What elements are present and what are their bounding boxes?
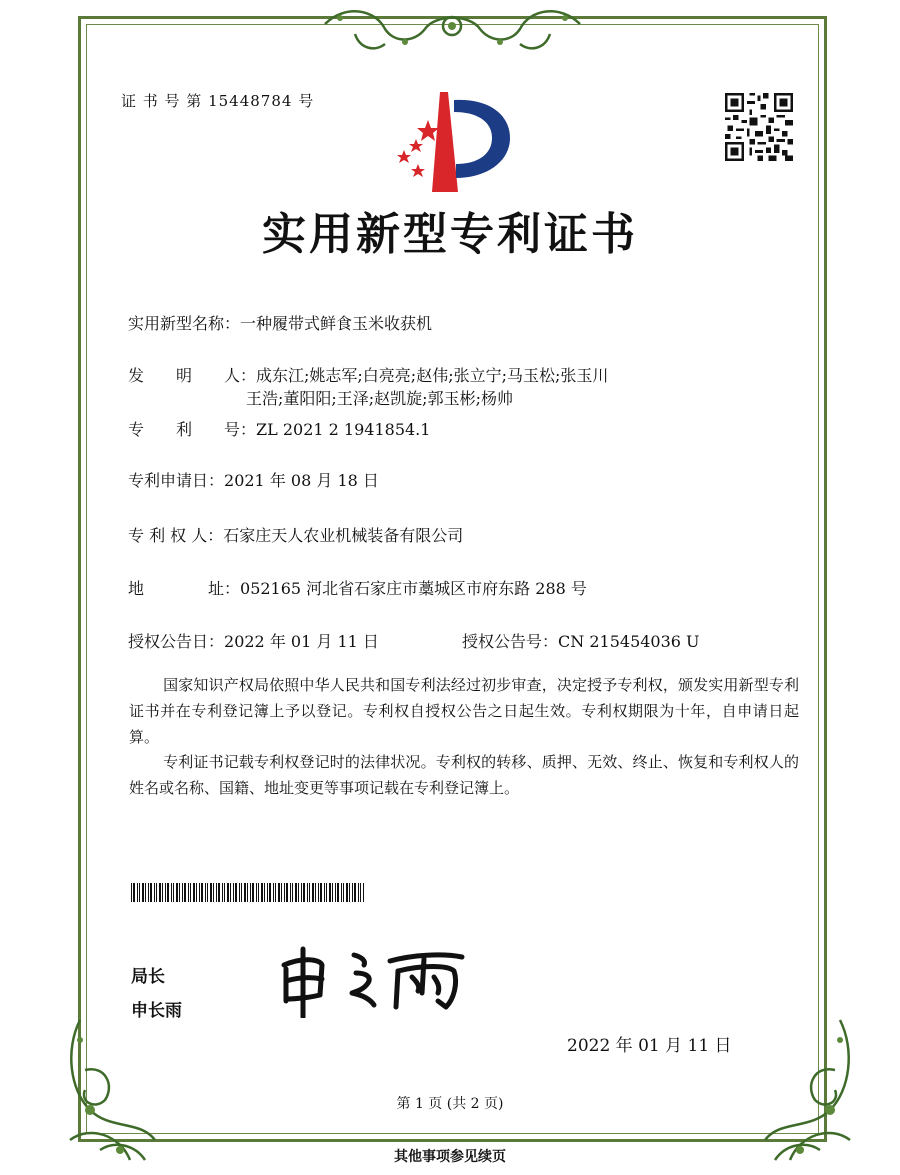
barcode-bar (207, 883, 208, 902)
signatory-title: 局长 (131, 967, 165, 987)
field-label: 地 址： (128, 579, 241, 598)
barcode-bar (167, 883, 169, 902)
barcode-bar (301, 883, 302, 902)
barcode-bar (343, 883, 344, 902)
barcode-bar (298, 883, 299, 902)
barcode-bar (188, 883, 189, 902)
field-label: 专 利 号： (128, 420, 257, 439)
field-grant-date (128, 631, 379, 653)
field-label: 授权公告号： (462, 632, 559, 651)
barcode-bar (139, 883, 140, 902)
barcode-bar (303, 883, 305, 902)
barcode-bar (258, 883, 259, 902)
barcode-bar (290, 883, 291, 902)
barcode-bar (154, 883, 155, 902)
barcode-bar (176, 883, 178, 902)
paragraph-text: 专利证书记载专利权登记时的法律状况。专利权的转移、质押、无效、终止、恢复和专利权人的姓名或名称、国籍、地址变更等事项记载在专利登记簿上。 (129, 753, 799, 797)
barcode-bar (354, 883, 356, 902)
barcode-bar (165, 883, 166, 902)
inventors-line-2: 王浩;董阳阳;王泽;赵凯旋;郭玉彬;杨帅 (246, 389, 513, 408)
field-patentee (128, 525, 463, 547)
barcode-bar (162, 883, 163, 902)
barcode-bar (247, 883, 248, 902)
barcode-bar (190, 883, 191, 902)
barcode-bar (352, 883, 353, 902)
barcode-bar (145, 883, 146, 902)
barcode-bar (222, 883, 223, 902)
barcode-bar (363, 883, 364, 902)
field-patent-number (128, 419, 430, 441)
barcode-bar (235, 883, 237, 902)
field-address (128, 578, 587, 600)
barcode-bar (148, 883, 149, 902)
barcode-bar (267, 883, 268, 902)
statement-paragraph-2 (129, 749, 799, 801)
field-value: 052165 河北省石家庄市藁城区市府东路 288 号 (240, 579, 587, 598)
barcode-bar (233, 883, 234, 902)
barcode-bar (256, 883, 257, 902)
barcode-bar (275, 883, 276, 902)
barcode-bar (358, 883, 359, 902)
barcode-bar (335, 883, 336, 902)
barcode-bar (196, 883, 197, 902)
barcode-bar (292, 883, 293, 902)
barcode-bar (329, 883, 331, 902)
field-value: 石家庄天人农业机械装备有限公司 (223, 526, 464, 545)
page-indicator: 第 1 页 (共 2 页) (396, 1096, 504, 1112)
field-value: CN 215454036 U (558, 632, 700, 651)
barcode-bar (244, 883, 246, 902)
field-value: 一种履带式鲜食玉米收获机 (240, 314, 433, 333)
barcode-bar (201, 883, 203, 902)
barcode-bar (150, 883, 152, 902)
field-label: 专利申请日： (128, 471, 225, 490)
barcode-bar (320, 883, 322, 902)
certificate-number: 证 书 号 第 15448784 号 (121, 92, 315, 110)
barcode-bar (273, 883, 274, 902)
barcode-bar (337, 883, 339, 902)
barcode-bar (131, 883, 132, 902)
certificate-title: 实用新型专利证书 (262, 209, 638, 260)
field-label: 实用新型名称： (128, 314, 241, 333)
barcode-bar (261, 883, 263, 902)
field-filing-date (128, 470, 379, 492)
barcode-bar (216, 883, 217, 902)
barcode-bar (199, 883, 200, 902)
barcode-bar (193, 883, 195, 902)
barcode-bar (309, 883, 310, 902)
barcode-bar (286, 883, 288, 902)
signatory-name: 申长雨 (131, 1001, 182, 1021)
barcode-bar (315, 883, 316, 902)
paragraph-text: 国家知识产权局依照中华人民共和国专利法经过初步审查，决定授予专利权，颁发实用新型专利证书并在专利登记簿上予以登记。专利权自授权公告之日起生效。专利权期限为十年，自申请日起算。 (129, 676, 799, 746)
barcode-bar (210, 883, 212, 902)
barcode-bar (227, 883, 229, 902)
field-grant-number (462, 631, 700, 653)
field-label: 授权公告日： (128, 632, 225, 651)
barcode-bar (241, 883, 242, 902)
barcode-bar (171, 883, 172, 902)
field-inventors (128, 365, 608, 387)
issue-date: 2022 年 01 月 11 日 (567, 1036, 732, 1056)
barcode-bar (295, 883, 297, 902)
barcode-bar (264, 883, 265, 902)
field-utility-model-name (128, 313, 432, 335)
barcode-bar (324, 883, 325, 902)
barcode-bar (318, 883, 319, 902)
cnipa-logo (388, 92, 518, 192)
barcode-bar (349, 883, 350, 902)
barcode-bar (156, 883, 157, 902)
barcode-bar (218, 883, 220, 902)
inventors-line-1: 成东江;姚志军;白亮亮;赵伟;张立宁;马玉松;张玉川 (256, 366, 609, 385)
qr-code (725, 93, 793, 161)
barcode-bar (182, 883, 183, 902)
barcode-bar (137, 883, 138, 902)
field-value: 2022 年 01 月 11 日 (224, 632, 379, 651)
barcode-bar (312, 883, 314, 902)
barcode-bar (224, 883, 225, 902)
barcode-bar (179, 883, 180, 902)
barcode-bar (133, 883, 135, 902)
barcode-bar (159, 883, 161, 902)
statement-paragraph-1 (129, 672, 799, 750)
field-label: 专 利 权 人： (128, 526, 224, 545)
barcode-bar (284, 883, 285, 902)
barcode-bar (332, 883, 333, 902)
barcode-bar (326, 883, 327, 902)
barcode-bar (173, 883, 174, 902)
barcode-bar (307, 883, 308, 902)
barcode-bar (252, 883, 254, 902)
barcode-bar (184, 883, 186, 902)
top-ornament (315, 4, 590, 56)
barcode-bar (346, 883, 348, 902)
field-label: 发 明 人： (128, 366, 257, 385)
handwritten-signature (272, 943, 472, 1018)
barcode-bar (269, 883, 271, 902)
barcode-bar (360, 883, 361, 902)
footer-note: 其他事项参见续页 (394, 1149, 506, 1165)
barcode-bar (250, 883, 251, 902)
barcode-bar (213, 883, 214, 902)
barcode-bar (341, 883, 342, 902)
barcode-bar (281, 883, 282, 902)
barcode (131, 883, 364, 902)
barcode-bar (230, 883, 231, 902)
barcode-bar (205, 883, 206, 902)
barcode-bar (278, 883, 280, 902)
field-value: 2021 年 08 月 18 日 (224, 471, 379, 490)
barcode-bar (239, 883, 240, 902)
field-value: ZL 2021 2 1941854.1 (256, 420, 431, 439)
barcode-bar (142, 883, 144, 902)
